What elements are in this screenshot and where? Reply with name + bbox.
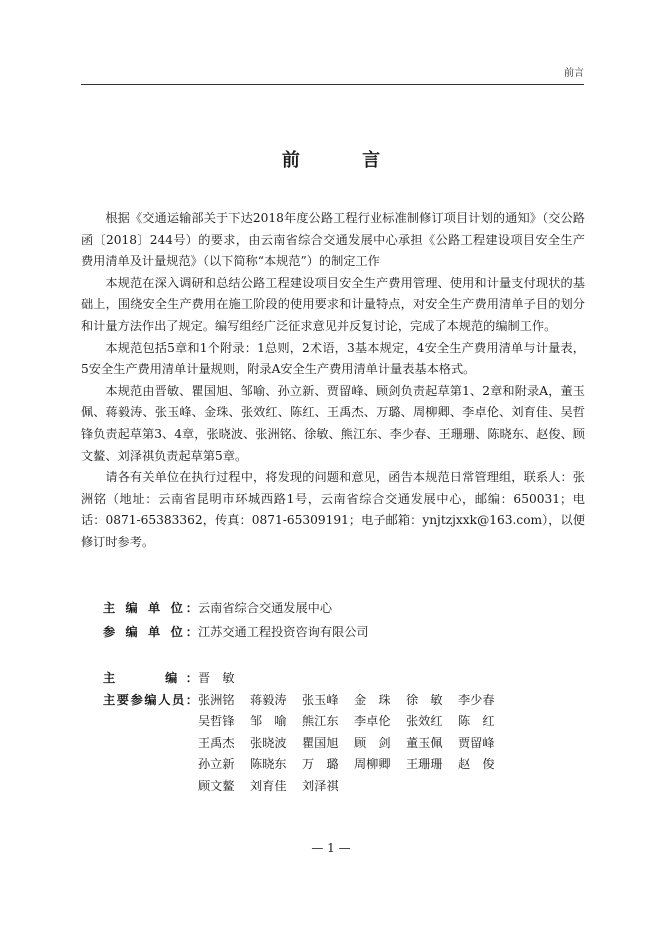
participants-row (103, 690, 510, 798)
participant-name: 孙立新 (198, 757, 235, 772)
participant-name: 王禹杰 (198, 735, 235, 750)
participant-name: 张效红 (406, 714, 443, 729)
participant-name: 金 珠 (354, 692, 391, 707)
participant-name: 邹 喻 (250, 714, 287, 729)
participant-name: 赵 俊 (458, 757, 495, 772)
participant-name: 蒋毅涛 (250, 692, 287, 707)
participating-unit-label: 参 编 单 位： (103, 625, 198, 639)
chief-unit-row (103, 596, 369, 620)
participant-name: 陈 红 (458, 714, 495, 729)
page-title: 前 言 (281, 150, 409, 171)
editing-staff (103, 668, 510, 798)
participants-label: 主要参编人员： (103, 692, 198, 707)
participant-name: 顾 剑 (354, 735, 391, 750)
participant-name: 刘泽祺 (302, 778, 339, 793)
participant-name: 刘育佳 (250, 778, 287, 793)
participant-name: 王珊珊 (406, 757, 443, 772)
participant-name: 周柳卿 (354, 757, 391, 772)
participant-name: 张晓波 (250, 735, 287, 750)
participant-name: 董玉佩 (406, 735, 443, 750)
editing-units (103, 596, 369, 644)
chief-unit-value: 云南省综合交通发展中心 (198, 601, 333, 615)
participant-name: 徐 敏 (406, 692, 443, 707)
paragraph-authors: 本规范由晋敏、瞿国旭、邹喻、孙立新、贾留峰、顾剑负责起草第1、2章和附录A，董玉佩、蒋毅涛、张玉峰、金珠、张效红、陈红、王禹杰、万璐、周柳卿、李卓伦、刘育佳、吴哲锋负责起草第3、4章，张晓波、张洲铭、徐敏、熊江东、李少春、王珊珊、陈晓东、赵俊、顾文鳌、刘泽祺负责起草第5章。 (81, 383, 585, 463)
running-header-title: 前言 (564, 68, 584, 79)
participant-name: 顾文鳌 (198, 778, 235, 793)
participating-unit-row (103, 620, 369, 644)
participant-name: 贾留峰 (458, 735, 495, 750)
running-header (81, 68, 584, 85)
participants-list (198, 690, 510, 798)
paragraph-structure: 本规范包括5章和1个附录：1总则，2术语，3基本规定，4安全生产费用清单与计量表，5安全生产费用清单计量规则，附录A安全生产费用清单计量表基本格式。 (81, 340, 585, 377)
participant-name: 吴哲锋 (198, 714, 235, 729)
participant-name: 瞿国旭 (302, 735, 339, 750)
participant-name: 陈晓东 (250, 757, 287, 772)
participant-name: 李卓伦 (354, 714, 391, 729)
participant-name: 张玉峰 (302, 692, 339, 707)
page-number: — 1 — (311, 841, 351, 855)
paragraph-background: 根据《交通运输部关于下达2018年度公路工程行业标准制修订项目计划的通知》（交公路函〔2018〕244号）的要求，由云南省综合交通发展中心承担《公路工程建设项目安全生产费用清单及计量规范》（以下简称“本规范”）的制定工作 (81, 211, 585, 269)
participant-name: 李少春 (458, 692, 495, 707)
participant-name: 熊江东 (302, 714, 339, 729)
paragraph-contact: 请各有关单位在执行过程中，将发现的问题和意见，函告本规范日常管理组，联系人：张洲铭（地址：云南省昆明市环城西路1号，云南省综合交通发展中心，邮编：650031；电话：0871-65383362，传真：0871-65309191；电子邮箱：ynjtzjxxk@163.com），以便修订时参考。 (81, 470, 585, 549)
chief-editor-row (103, 668, 510, 690)
participant-name: 张洲铭 (198, 692, 235, 707)
paragraph-research: 本规范在深入调研和总结公路工程建设项目安全生产费用管理、使用和计量支付现状的基础上，围绕安全生产费用在施工阶段的使用要求和计量特点，对安全生产费用清单子目的划分和计量方法作出了规定。编写组经广泛征求意见并反复讨论，完成了本规范的编制工作。 (81, 275, 585, 333)
chief-editor-name: 晋 敏 (198, 671, 235, 685)
preface-body (81, 208, 585, 554)
participant-name: 万 璐 (302, 757, 339, 772)
chief-unit-label: 主 编 单 位： (103, 601, 198, 615)
participating-unit-value: 江苏交通工程投资咨询有限公司 (198, 625, 369, 639)
chief-editor-label: 主 编： (103, 671, 198, 685)
